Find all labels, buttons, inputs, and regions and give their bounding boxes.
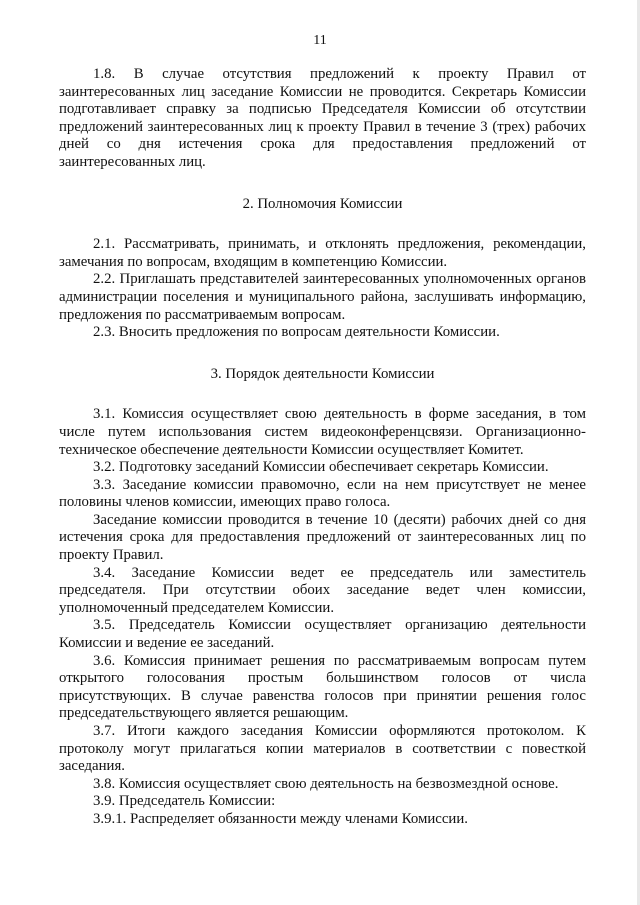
paragraph-3-4: 3.4. Заседание Комиссии ведет ее председатель или заместитель председателя. При отсутствии обоих заседание ведет член комиссии, уполномоченный председателем Комиссии. — [59, 564, 586, 616]
paragraph-3-6: 3.6. Комиссия принимает решения по рассматриваемым вопросам путем открытого голосования простым большинством голосов от числа присутствующих. В случае равенства голосов при принятии решения голос председательствующего является решающим. — [59, 652, 586, 722]
paragraph-3-5: 3.5. Председатель Комиссии осуществляет организацию деятельности Комиссии и ведение ее заседаний. — [59, 617, 586, 652]
paragraph-3-2: 3.2. Подготовку заседаний Комиссии обеспечивает секретарь Комиссии. — [93, 459, 549, 476]
paragraph-3-3: 3.3. Заседание комиссии правомочно, если на нем присутствует не менее половины членов комиссии, имеющих право голоса. — [59, 476, 586, 511]
paragraph-3-7: 3.7. Итоги каждого заседания Комиссии оформляются протоколом. К протоколу могут прилагаться копии материалов в соответствии с повесткой заседания. — [59, 723, 586, 775]
paragraph-1-8: 1.8. В случае отсутствия предложений к проекту Правил от заинтересованных лиц заседание Комиссии не проводится. Секретарь Комиссии подготавливает справку за подписью Председателя Комиссии об отсутствии предложений заинтересованных лиц к проекту Правил в течение 3 (трех) рабочих дней со дня истечения срока для предоставления предложений от заинтересованных лиц. — [59, 66, 586, 170]
page-number: 11 — [313, 33, 327, 48]
paragraph-3-9-1: 3.9.1. Распределяет обязанности между членами Комиссии. — [93, 810, 468, 827]
paragraph-3-1: 3.1. Комиссия осуществляет свою деятельность в форме заседания, в том числе путем использования систем видеоконференцсвязи. Организационно-техническое обеспечение деятельности Комиссии осуществляет Комитет. — [59, 406, 586, 458]
paragraph-3-9: 3.9. Председатель Комиссии: — [93, 793, 276, 810]
document-body — [59, 66, 586, 829]
section-heading-3: 3. Порядок деятельности Комиссии — [210, 365, 435, 382]
paragraph-2-3: 2.3. Вносить предложения по вопросам деятельности Комиссии. — [93, 324, 500, 341]
paragraph-2-1: 2.1. Рассматривать, принимать, и отклонять предложения, рекомендации, замечания по вопросам, входящим в компетенцию Комиссии. — [59, 236, 586, 270]
section-heading-2: 2. Полномочия Комиссии — [242, 195, 403, 212]
paragraph-2-2: 2.2. Приглашать представителей заинтересованных уполномоченных органов администрации поселения и муниципального района, заслушивать информацию, предложения по рассматриваемым вопросам. — [59, 271, 586, 323]
paragraph-3-3-meeting-term: Заседание комиссии проводится в течение 10 (десяти) рабочих дней со дня истечения срока для предоставления предложений от заинтересованных лиц по проекту Правил. — [59, 511, 586, 564]
paragraph-3-8: 3.8. Комиссия осуществляет свою деятельность на безвозмездной основе. — [93, 775, 559, 792]
